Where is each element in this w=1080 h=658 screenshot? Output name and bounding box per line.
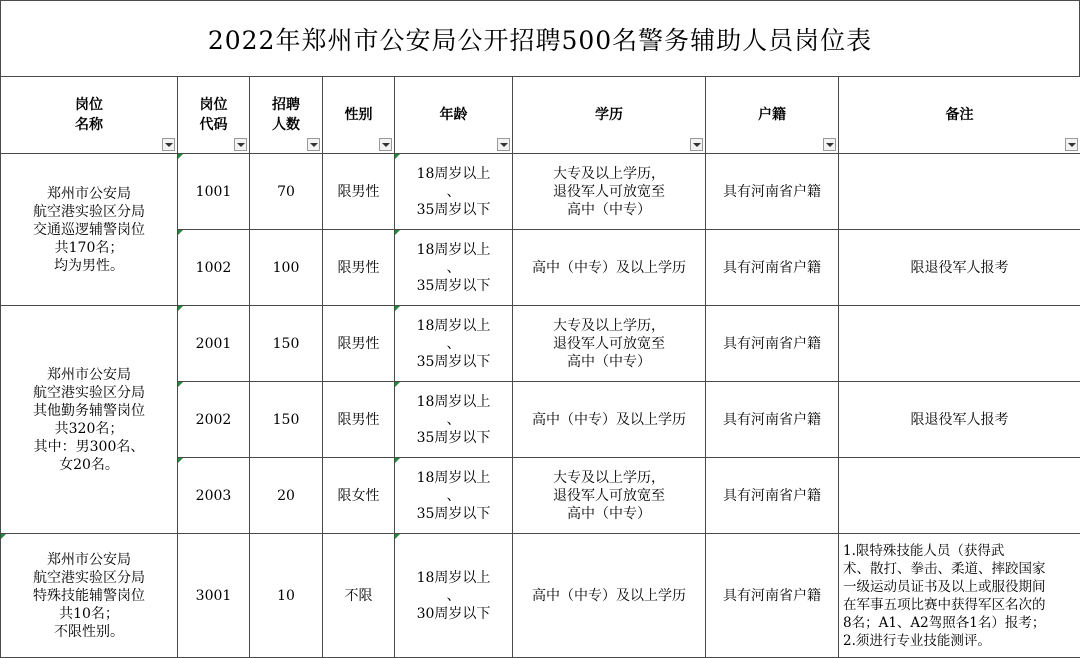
- remark-cell[interactable]: [839, 534, 1080, 658]
- cell-marker-icon: [395, 458, 400, 463]
- hukou-cell[interactable]: [706, 534, 839, 658]
- hukou-cell[interactable]: [706, 306, 839, 382]
- hukou-text: 具有河南省户籍: [723, 488, 821, 504]
- hukou-cell[interactable]: [706, 230, 839, 306]
- gender-text: 限男性: [338, 184, 380, 200]
- filter-dropdown-icon[interactable]: [162, 138, 175, 151]
- filter-dropdown-icon[interactable]: [690, 138, 703, 151]
- header-count-label: 招聘 人数: [272, 95, 300, 135]
- cell-marker-icon: [178, 230, 183, 235]
- hukou-text: 具有河南省户籍: [723, 336, 821, 352]
- education-text: 大专及以上学历， 退役军人可放宽至 高中（中专）: [553, 165, 665, 219]
- hukou-text: 具有河南省户籍: [723, 412, 821, 428]
- header-age-label: 年龄: [440, 105, 468, 125]
- age-text: 18周岁以上 、 35周岁以下: [417, 165, 491, 219]
- cell-marker-icon: [1, 534, 6, 539]
- group-name-text: 郑州市公安局 航空港实验区分局 交通巡逻辅警岗位 共170名； 均为男性。: [33, 185, 145, 275]
- filter-dropdown-icon[interactable]: [234, 138, 247, 151]
- code-cell[interactable]: [178, 154, 250, 230]
- education-cell[interactable]: [513, 534, 706, 658]
- gender-text: 限男性: [338, 336, 380, 352]
- remark-cell[interactable]: [839, 154, 1080, 230]
- header-education-label: 学历: [595, 105, 623, 125]
- group-name-cell[interactable]: [1, 534, 178, 658]
- education-cell[interactable]: [513, 230, 706, 306]
- gender-cell[interactable]: [323, 306, 395, 382]
- code-text: 2002: [196, 412, 232, 428]
- count-text: 10: [277, 588, 295, 604]
- gender-text: 不限: [345, 588, 373, 604]
- count-text: 70: [277, 184, 295, 200]
- count-cell[interactable]: [250, 230, 323, 306]
- hukou-cell[interactable]: [706, 382, 839, 458]
- header-age: [395, 77, 513, 154]
- code-cell[interactable]: [178, 230, 250, 306]
- remark-cell[interactable]: [839, 382, 1080, 458]
- code-cell[interactable]: [178, 382, 250, 458]
- header-education: [513, 77, 706, 154]
- filter-dropdown-icon[interactable]: [823, 138, 836, 151]
- cell-marker-icon: [395, 382, 400, 387]
- education-cell[interactable]: [513, 306, 706, 382]
- code-cell[interactable]: [178, 458, 250, 534]
- code-cell[interactable]: [178, 534, 250, 658]
- table-row: [1, 534, 1080, 658]
- remark-text: 限退役军人报考: [911, 260, 1009, 276]
- table-row: [1, 154, 1080, 230]
- gender-cell[interactable]: [323, 154, 395, 230]
- age-text: 18周岁以上 、 35周岁以下: [417, 317, 491, 371]
- gender-cell[interactable]: [323, 382, 395, 458]
- hukou-text: 具有河南省户籍: [723, 588, 821, 604]
- hukou-text: 具有河南省户籍: [723, 184, 821, 200]
- group-name-cell[interactable]: [1, 306, 178, 534]
- group-name-cell[interactable]: [1, 154, 178, 306]
- count-cell[interactable]: [250, 382, 323, 458]
- count-text: 100: [273, 260, 300, 276]
- count-text: 150: [273, 412, 300, 428]
- remark-cell[interactable]: [839, 230, 1080, 306]
- positions-table: [0, 76, 1080, 658]
- count-cell[interactable]: [250, 154, 323, 230]
- cell-marker-icon: [395, 306, 400, 311]
- gender-cell[interactable]: [323, 534, 395, 658]
- age-cell[interactable]: [395, 382, 513, 458]
- code-cell[interactable]: [178, 306, 250, 382]
- remark-text: 限退役军人报考: [911, 412, 1009, 428]
- header-hukou-label: 户籍: [758, 105, 786, 125]
- hukou-cell[interactable]: [706, 154, 839, 230]
- sheet-title: 2022年郑州市公安局公开招聘500名警务辅助人员岗位表: [0, 0, 1080, 76]
- cell-marker-icon: [178, 306, 183, 311]
- education-text: 高中（中专）及以上学历: [532, 587, 686, 605]
- age-text: 18周岁以上 、 30周岁以下: [417, 569, 491, 623]
- header-hukou: [706, 77, 839, 154]
- age-cell[interactable]: [395, 534, 513, 658]
- cell-marker-icon: [395, 230, 400, 235]
- education-cell[interactable]: [513, 154, 706, 230]
- code-text: 1001: [196, 184, 232, 200]
- code-text: 1002: [196, 260, 232, 276]
- age-text: 18周岁以上 、 35周岁以下: [417, 393, 491, 447]
- education-text: 大专及以上学历， 退役军人可放宽至 高中（中专）: [553, 469, 665, 523]
- header-name-label: 岗位 名称: [75, 95, 103, 135]
- group-name-text: 郑州市公安局 航空港实验区分局 其他勤务辅警岗位 共320名； 其中：男300名、 女20名。: [33, 366, 145, 474]
- header-name: [1, 77, 178, 154]
- gender-cell[interactable]: [323, 458, 395, 534]
- age-text: 18周岁以上 、 35周岁以下: [417, 241, 491, 295]
- hukou-text: 具有河南省户籍: [723, 260, 821, 276]
- remark-cell[interactable]: [839, 458, 1080, 534]
- header-code: [178, 77, 250, 154]
- code-text: 3001: [196, 588, 232, 604]
- age-cell[interactable]: [395, 230, 513, 306]
- header-remark: [839, 77, 1080, 154]
- header-code-label: 岗位 代码: [200, 95, 228, 135]
- education-text: 高中（中专）及以上学历: [532, 411, 686, 429]
- filter-dropdown-icon[interactable]: [1065, 138, 1078, 151]
- gender-text: 限男性: [338, 412, 380, 428]
- age-cell[interactable]: [395, 306, 513, 382]
- cell-marker-icon: [178, 458, 183, 463]
- education-text: 大专及以上学历， 退役军人可放宽至 高中（中专）: [553, 317, 665, 371]
- remark-cell[interactable]: [839, 306, 1080, 382]
- filter-dropdown-icon[interactable]: [497, 138, 510, 151]
- count-cell[interactable]: [250, 458, 323, 534]
- remark-text: 1.限特殊技能人员（获得武 术、散打、拳击、柔道、摔跤国家 一级运动员证书及以上或服役期间 在军事五项比赛中获得军区名次的 8名；A1、A2驾照各1名）报考； 2.须进行专业技能测评。: [839, 542, 1080, 650]
- count-cell[interactable]: [250, 306, 323, 382]
- count-text: 20: [277, 488, 295, 504]
- code-text: 2001: [196, 336, 232, 352]
- age-cell[interactable]: [395, 458, 513, 534]
- header-remark-label: 备注: [946, 105, 974, 125]
- header-row: [1, 77, 1080, 154]
- cell-marker-icon: [178, 154, 183, 159]
- count-cell[interactable]: [250, 534, 323, 658]
- education-text: 高中（中专）及以上学历: [532, 259, 686, 277]
- filter-dropdown-icon[interactable]: [307, 138, 320, 151]
- count-text: 150: [273, 336, 300, 352]
- filter-dropdown-icon[interactable]: [379, 138, 392, 151]
- gender-text: 限男性: [338, 260, 380, 276]
- age-cell[interactable]: [395, 154, 513, 230]
- header-count: [250, 77, 323, 154]
- table-row: [1, 306, 1080, 382]
- group-name-text: 郑州市公安局 航空港实验区分局 特殊技能辅警岗位 共10名； 不限性别。: [33, 551, 145, 641]
- header-gender-label: 性别: [345, 105, 373, 125]
- cell-marker-icon: [395, 534, 400, 539]
- cell-marker-icon: [395, 154, 400, 159]
- gender-text: 限女性: [338, 488, 380, 504]
- hukou-cell[interactable]: [706, 458, 839, 534]
- education-cell[interactable]: [513, 382, 706, 458]
- education-cell[interactable]: [513, 458, 706, 534]
- header-gender: [323, 77, 395, 154]
- cell-marker-icon: [178, 382, 183, 387]
- age-text: 18周岁以上 、 35周岁以下: [417, 469, 491, 523]
- code-text: 2003: [196, 488, 232, 504]
- gender-cell[interactable]: [323, 230, 395, 306]
